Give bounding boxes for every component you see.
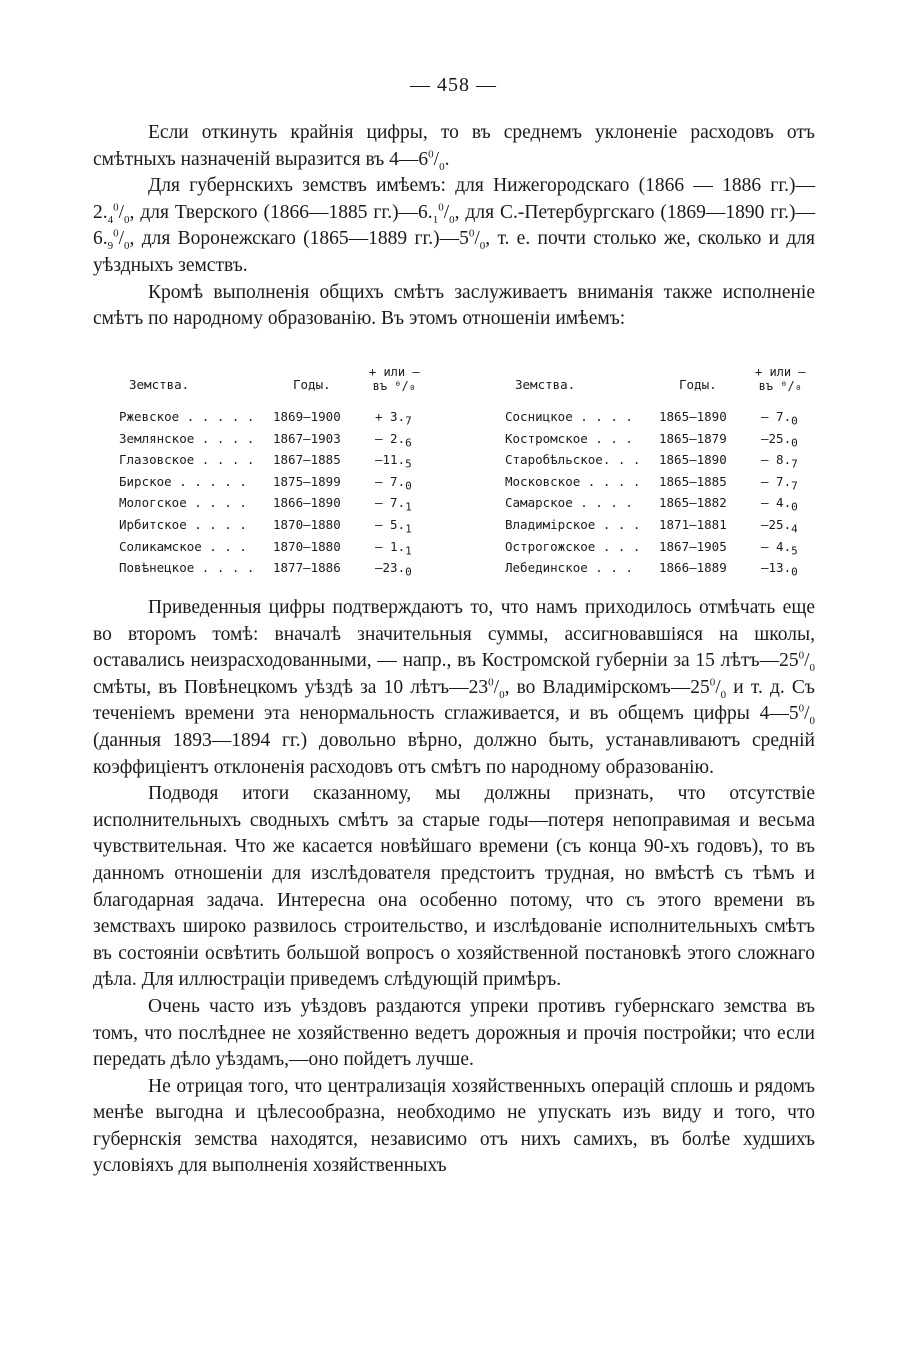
table-header <box>93 365 454 407</box>
percent-value-decimal: 0 <box>791 436 798 450</box>
table-column-right <box>479 365 840 580</box>
zemstvo-name: Старобѣльское. . . <box>505 452 641 468</box>
percent-value-main: — 4. <box>761 538 792 554</box>
text-run: Не отрицая того, что централизація хозяйственныхъ операцій сплошь и рядомъ менѣе выгодна и цѣлесообразна, необходимо не упускать изъ виду и того, что губернскія земства находятся, независимо отъ нихъ самихъ, въ болѣе худшихъ условіяхъ для выполненія хозяйственныхъ <box>93 1075 815 1177</box>
text-run: / <box>804 703 810 725</box>
percent-value <box>761 538 798 558</box>
percent-value-main: + 3. <box>375 409 406 424</box>
percent-value-main: — 8. <box>761 452 792 468</box>
text-run: / <box>804 650 810 672</box>
text-run: (данныя 1893—1894 гг.) довольно вѣрно, должно быть, устанавливаютъ средній коэффиціентъ отклоненія расходовъ отъ смѣтъ по народному образованію. <box>93 729 815 778</box>
percent-value-main: —13. <box>761 560 792 576</box>
text-run: , для Тверского (1866—1885 гг.)—6. <box>129 201 433 223</box>
table-row <box>93 450 454 472</box>
years-range: 1866—1889 <box>659 560 727 576</box>
paragraph <box>93 781 815 994</box>
text-run: Приведенныя цифры подтверждаютъ то, что намъ приходилось отмѣчать еще во второмъ томѣ: вначалѣ значительныя суммы, ассигновавшіяся на школы, оставались неизрасходованными, — напр., въ Костромской губерніи за 15 лѣтъ—25 <box>93 597 815 672</box>
paragraph <box>93 280 815 333</box>
table-row <box>479 472 840 494</box>
text-run: Очень часто изъ уѣздовъ раздаются упреки противъ губернскаго земства въ томъ, что послѣднее не хозяйственно ведетъ дорожныя и прочія постройки; что если передать дѣло уѣздамъ,—оно пойдетъ лучше. <box>93 995 815 1071</box>
text-run: / <box>433 148 440 170</box>
text-run: и т. д. Съ теченіемъ времени эта ненормальность сглаживается, и въ общемъ цифры 4—5 <box>93 676 815 725</box>
table-row <box>93 515 454 537</box>
table-row <box>93 558 454 580</box>
text-run: / <box>118 201 125 223</box>
header-percent: + или — въ ⁰/₀ <box>369 365 420 393</box>
text-run: , для Воронежскаго (1865—1889 гг.)—5 <box>129 228 469 250</box>
years-range: 1865—1885 <box>659 473 727 489</box>
table-row <box>479 493 840 515</box>
percent-value <box>761 452 798 471</box>
years-range: 1865—1879 <box>659 430 727 446</box>
text-run: / <box>715 676 721 698</box>
percent-value <box>761 430 798 450</box>
percent-value-main: —25. <box>761 430 792 446</box>
zemstvo-name: Острогожское . . . <box>505 538 641 554</box>
text-run: Если откинуть крайнія цифры, то въ среднемъ уклоненіе расходовъ отъ смѣтныхъ назначеній выразится въ 4—6 <box>93 122 815 170</box>
years-range: 1877—1886 <box>273 560 341 576</box>
percent-value-main: — 7. <box>375 473 406 489</box>
zemstvo-name: Глазовское . . . . <box>119 452 255 468</box>
percent-value-decimal: 0 <box>791 414 798 428</box>
percent-mark: 0 <box>113 201 119 214</box>
percent-mark: 0 <box>124 240 130 253</box>
percent-value-main: —11. <box>375 452 406 468</box>
percent-mark: 0 <box>113 227 119 240</box>
percent-value <box>761 409 798 428</box>
zemstvo-name: Самарское . . . . <box>505 495 633 511</box>
table-row <box>479 450 840 472</box>
years-range: 1867—1905 <box>659 538 727 554</box>
zemstvo-name: Ржевское . . . . . <box>119 409 255 424</box>
percent-value <box>375 560 412 579</box>
percent-mark: 0 <box>439 160 445 173</box>
header-years: Годы. <box>293 377 331 392</box>
percent-value-main: — 5. <box>375 516 406 532</box>
text-run: , т. е. почти столько же, сколько и для уѣздныхъ земствъ. <box>93 228 815 276</box>
table-row <box>479 429 840 451</box>
paragraph <box>93 994 815 1074</box>
years-range: 1865—1890 <box>659 452 727 468</box>
percent-mark: 0 <box>468 227 475 240</box>
table-rows-left <box>93 407 454 580</box>
percent-value-decimal: 5 <box>791 544 798 558</box>
paragraph <box>93 1074 815 1180</box>
percent-mark: 0 <box>499 688 505 701</box>
percent-value-main: — 1. <box>375 538 406 554</box>
years-range: 1869—1900 <box>273 409 341 424</box>
header-years: Годы. <box>679 377 717 392</box>
table-row <box>93 537 454 559</box>
years-range: 1870—1880 <box>273 516 341 532</box>
table-row <box>93 472 454 494</box>
text-run: / <box>118 228 125 250</box>
percent-mark: 0 <box>720 688 727 701</box>
text-run: , для С.-Петербургскаго (1869—1890 гг.)—6. <box>93 201 815 250</box>
paragraph <box>93 595 815 781</box>
percent-mark: 0 <box>479 240 486 253</box>
zemstvo-name: Сосницкое . . . . <box>505 409 633 424</box>
paragraph <box>93 120 815 173</box>
percent-mark: 0 <box>438 201 444 214</box>
table-row <box>93 407 454 429</box>
zemstvo-name: Владимірское . . . <box>505 516 641 532</box>
percent-value-main: — 7. <box>761 473 792 489</box>
table-row <box>479 537 840 559</box>
years-range: 1866—1890 <box>273 495 341 511</box>
table-row <box>479 558 840 580</box>
percent-value <box>375 452 412 471</box>
percent-mark: 9 <box>107 240 114 253</box>
percent-mark: 0 <box>488 676 494 689</box>
percent-value-decimal: 0 <box>791 565 798 579</box>
percent-mark: 0 <box>709 676 716 689</box>
percent-value <box>761 495 798 514</box>
percent-value <box>375 516 412 536</box>
text-run: / <box>474 228 480 250</box>
percent-value <box>375 473 412 493</box>
zemstvo-name: Московское . . . . <box>505 473 641 489</box>
percent-value <box>375 409 412 428</box>
text-run: / <box>493 676 500 698</box>
zemstvo-name: Бирское . . . . . <box>119 473 247 489</box>
percent-value-decimal: 1 <box>405 522 412 536</box>
zemstvo-name: Мологское . . . . <box>119 495 247 511</box>
years-range: 1867—1885 <box>273 452 341 468</box>
zemstvo-name: Ирбитское . . . . <box>119 516 247 532</box>
table-rows-right <box>479 407 840 580</box>
text-run: Для губернскихъ земствъ имѣемъ: для Нижегородскаго (1866 — 1886 гг.)—2. <box>93 175 815 223</box>
paragraph <box>93 173 815 279</box>
years-range: 1871—1881 <box>659 516 727 532</box>
text-run: . <box>444 148 450 170</box>
years-range: 1875—1899 <box>273 473 341 489</box>
percent-mark: 0 <box>798 649 805 662</box>
percent-value-decimal: 1 <box>405 544 412 558</box>
years-range: 1865—1890 <box>659 409 727 424</box>
percent-value-decimal: 4 <box>791 522 798 536</box>
table-row <box>93 429 454 451</box>
percent-value-decimal: 6 <box>405 436 412 450</box>
percent-mark: 0 <box>809 715 815 728</box>
zemstvo-name: Землянское . . . . <box>119 430 255 446</box>
percent-mark: 0 <box>449 213 455 226</box>
percent-value-main: —23. <box>375 560 406 576</box>
percent-mark: 0 <box>809 662 815 675</box>
text-block-top <box>93 120 815 333</box>
percent-value-decimal: 0 <box>405 565 412 579</box>
percent-mark: 4 <box>107 213 114 226</box>
years-range: 1865—1882 <box>659 495 727 511</box>
percent-value-decimal: 7 <box>791 457 798 471</box>
table-row <box>479 515 840 537</box>
table-header <box>479 365 840 407</box>
percent-value-decimal: 7 <box>791 479 798 493</box>
header-percent: + или — въ ⁰/₀ <box>755 365 806 393</box>
percent-mark: 0 <box>428 148 434 161</box>
percent-value-decimal: 0 <box>405 479 412 493</box>
table-row <box>93 493 454 515</box>
percent-value-decimal: 1 <box>405 500 412 514</box>
zemstvo-name: Повѣнецкое . . . . <box>119 560 255 576</box>
percent-value <box>375 430 412 450</box>
table-column-left <box>93 365 454 580</box>
page-number: — 458 — <box>410 74 497 96</box>
text-run: смѣты, въ Повѣнецкомъ уѣздѣ за 10 лѣтъ—23 <box>93 676 489 698</box>
header-zemstvo: Земства. <box>515 377 576 392</box>
percent-value-decimal: 0 <box>791 500 798 514</box>
zemstvo-name: Соликамское . . . <box>119 538 247 554</box>
zemstvo-name: Лебединское . . . <box>505 560 633 576</box>
percent-value-decimal: 7 <box>405 414 412 428</box>
text-run: , во Владимірскомъ—25 <box>504 676 710 698</box>
text-run: Подводя итоги сказанному, мы должны признать, что отсутствіе исполнительныхъ сводныхъ смѣтъ за старые годы—потеря непоправимая и весьма чувствительная. Что же касается новѣйшаго времени (съ конца 90-хъ годовъ), то въ данномъ отношеніи для изслѣдователя предстоитъ трудная, но вмѣстѣ съ тѣмъ и благодарная задача. Интересна она особенно потому, что съ этого времени въ земствахъ широко развилось строительство, и изслѣдованіе исполнительныхъ смѣтъ въ состояніи освѣтить большой вопросъ о хозяйственной постановкѣ этого сложнаго дѣла. Для иллюстраціи приведемъ слѣдующій примѣръ. <box>93 783 815 991</box>
text-run: / <box>443 201 450 223</box>
percent-mark: 0 <box>124 213 130 226</box>
zemstvo-name: Костромское . . . <box>505 430 633 446</box>
percent-value-main: — 7. <box>375 495 406 511</box>
percent-value <box>375 538 412 558</box>
table-row <box>479 407 840 429</box>
percent-mark: 0 <box>798 702 805 715</box>
text-block-bottom <box>93 595 815 1180</box>
percent-mark: 1 <box>432 213 439 226</box>
percent-value <box>761 560 798 579</box>
percent-value <box>761 516 798 536</box>
percent-value-main: — 2. <box>375 430 406 446</box>
percent-value <box>375 495 412 514</box>
years-range: 1870—1880 <box>273 538 341 554</box>
percent-value-main: —25. <box>761 516 792 532</box>
percent-value-decimal: 5 <box>405 457 412 471</box>
percent-value-main: — 4. <box>761 495 792 511</box>
percent-value <box>761 473 798 493</box>
percent-value-main: — 7. <box>761 409 792 424</box>
years-range: 1867—1903 <box>273 430 341 446</box>
header-zemstvo: Земства. <box>129 377 190 392</box>
text-run: Кромѣ выполненія общихъ смѣтъ заслуживаетъ вниманія также исполненіе смѣтъ по народному образованію. Въ этомъ отношеніи имѣемъ: <box>93 281 815 330</box>
